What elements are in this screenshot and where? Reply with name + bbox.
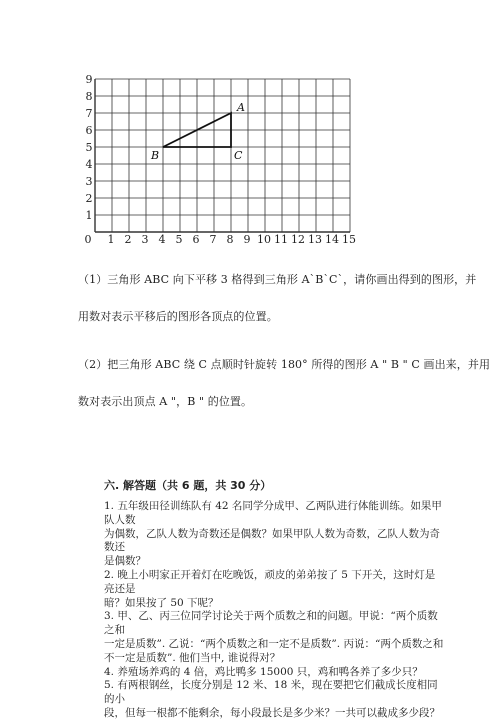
answer-questions-list	[104, 500, 444, 721]
x-tick-label: 11	[274, 233, 288, 246]
x-tick-label: 14	[325, 233, 339, 246]
vertex-label-a: A	[237, 101, 245, 114]
answer-line: 段，但每一根都不能剩余，每小段最长是多少米？一共可以截成多少段？	[104, 706, 440, 719]
x-tick-label: 10	[257, 233, 271, 246]
y-tick-label: 1	[85, 209, 93, 222]
x-tick-label: 9	[243, 233, 251, 246]
answer-line: 暗？如果按了 50 下呢？	[104, 596, 219, 609]
y-tick-label: 3	[85, 175, 93, 188]
x-tick-label: 12	[291, 233, 305, 246]
coordinate-grid	[80, 64, 380, 249]
y-tick-label: 5	[85, 141, 93, 154]
x-tick-label: 2	[124, 233, 132, 246]
x-tick-label: 1	[107, 233, 115, 246]
y-tick-label: 7	[85, 107, 93, 120]
answer-line: 为偶数，乙队人数为奇数还是偶数？如果甲队人数为奇数，乙队人数为奇数还	[104, 527, 440, 554]
y-tick-label: 2	[85, 192, 93, 205]
question-1-line-2: 用数对表示平移后的图形各顶点的位置。	[78, 310, 278, 323]
x-tick-label: 3	[141, 233, 149, 246]
answer-line: 2. 晚上小明家正开着灯在吃晚饭，顽皮的弟弟按了 5 下开关，这时灯是亮还是	[104, 568, 436, 595]
answer-line: 4. 养殖场养鸡的 4 倍，鸡比鸭多 15000 只，鸡和鸭各养了多少只？	[104, 665, 423, 678]
x-tick-label: 0	[84, 233, 92, 246]
answer-line: 是偶数？	[104, 555, 146, 568]
answer-line: 5. 有两根钢丝，长度分别是 12 米、18 米，现在要把它们截成长度相同的小	[104, 679, 438, 706]
y-tick-label: 4	[85, 158, 93, 171]
answer-line: 不一定是质数”. 他们当中, 谁说得对？	[104, 651, 281, 664]
x-tick-label: 4	[158, 233, 166, 246]
y-tick-label: 6	[85, 124, 93, 137]
x-tick-label: 8	[226, 233, 234, 246]
y-tick-label: 8	[85, 90, 93, 103]
answer-line: 1. 五年级田径训练队有 42 名同学分成甲、乙两队进行体能训练。如果甲队人数	[104, 500, 442, 526]
vertex-label-c: C	[234, 149, 243, 162]
x-tick-label: 7	[209, 233, 217, 246]
x-tick-label: 5	[175, 233, 183, 246]
question-1-line-1: （1）三角形 ABC 向下平移 3 格得到三角形 A`B`C`，请你画出得到的图形，并	[78, 273, 477, 286]
x-tick-label: 13	[308, 233, 322, 246]
coordinate-grid-svg	[80, 64, 380, 249]
y-tick-label: 9	[85, 73, 93, 86]
x-tick-label: 6	[192, 233, 200, 246]
section-title: 六. 解答题（共 6 题，共 30 分）	[104, 479, 272, 492]
answer-line: 3. 甲、乙、丙三位同学讨论关于两个质数之和的问题。甲说：“两个质数之和	[104, 610, 438, 637]
vertex-label-b: B	[151, 149, 160, 162]
x-tick-label: 15	[342, 233, 356, 246]
answer-line: 一定是质数”. 乙说：“两个质数之和一定不是质数”. 丙说：“两个质数之和	[104, 637, 444, 650]
question-2-line-1: （2）把三角形 ABC 绕 C 点顺时针旋转 180° 所得的图形 A " B " C 画出来，并用	[78, 358, 491, 371]
question-2-line-2: 数对表示出顶点 A "，B " 的位置。	[78, 395, 253, 408]
